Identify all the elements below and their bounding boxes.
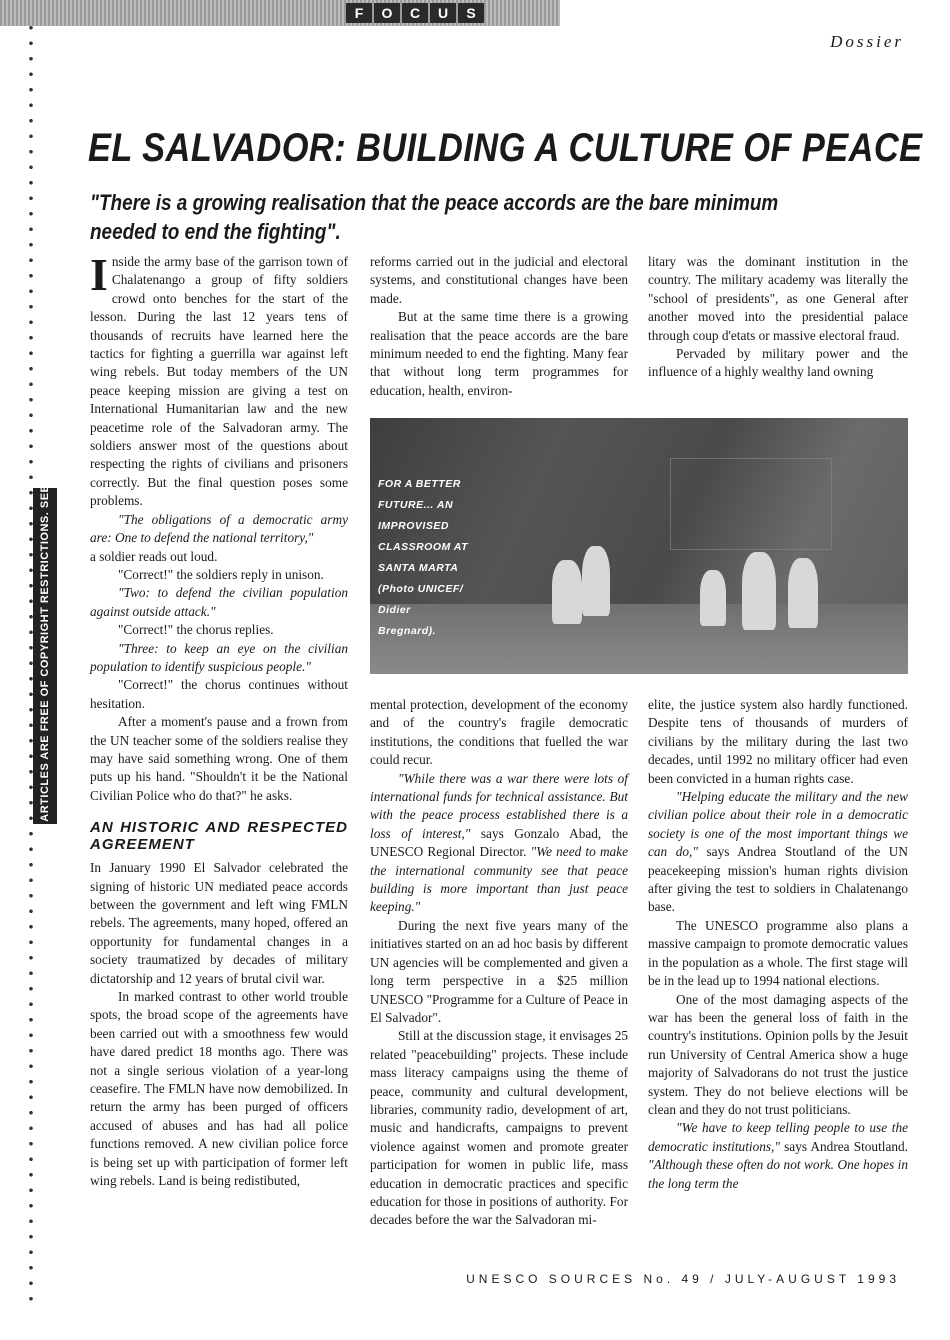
classroom-photo [370, 418, 908, 674]
child-figure [552, 560, 582, 624]
paragraph: elite, the justice system also hardly functioned. Despite tens of thousands of murders of civilians by the military during the last two decades, until 1992 no military officer had even been convicted in a human rights case. [648, 697, 908, 786]
chalkboard [670, 458, 832, 550]
section-label [346, 3, 484, 23]
quote: "Although these often do not work. One hopes in the long term the [648, 1157, 908, 1191]
paragraph: litary was the dominant institution in the country. The military academy was literally the "school of presidents", as one General after another moved into the presidential palace through coup d'etats or massive electoral fraud. [648, 254, 908, 343]
section-letter: F [346, 3, 372, 23]
quote: "Helping educate the military and the new civilian police about their role in a democratic society is one of the most important things we can do," [648, 789, 908, 860]
paragraph: "Correct!" the soldiers reply in unison. [118, 566, 324, 582]
header-bar [0, 0, 560, 26]
attribution: says Andrea Stoutland of the UN peacekeeping mission's human rights division after giving the test to soldiers in Chalatenango base. [648, 844, 909, 915]
paragraph: The UNESCO programme also plans a massive campaign to promote democratic values in the population as a whole. The first stage will be in the lead up to 1994 national elections. [648, 917, 908, 989]
paragraph: mental protection, development of the economy and of the country's fragile democratic institutions, the conditions that fuelled the war could recur. [370, 697, 628, 768]
drop-cap: I [90, 249, 108, 300]
paragraph: After a moment's pause and a frown from the UN teacher some of the soldiers realise they may have said something wrong. One of them puts up his hand. "Shouldn't it be the National Civilian Police who do that?" he asks. [90, 714, 348, 803]
paragraph: In January 1990 El Salvador celebrated the signing of historic UN mediated peace accords between the government and left wing FMLN rebels. The agreements, many hoped, offered an opportunity for fundamental changes in a society traumatized by decades of military dictatorship and 12 years of brutal civil war. [90, 860, 348, 986]
paragraph: reforms carried out in the judicial and electoral systems, and constitutional changes have been made. [370, 254, 628, 306]
column-3-top [648, 253, 908, 382]
article-title: EL SALVADOR: BUILDING A CULTURE OF PEACE [88, 126, 923, 170]
photo-caption: FOR A BETTER FUTURE... AN IMPROVISED CLASSROOM AT SANTA MARTA (Photo UNICEF/ Didier Bregnard). [378, 478, 468, 637]
paragraph: nside the army base of the garrison town of Chalatenango a group of fifty soldiers crowd onto benches for the start of the lesson. During the last 12 years tens of thousands of recruits have learned here the tactics for fighting a guerrilla war against left wing rebels. But today members of the UN peace keeping mission are giving a test on International Humanitarian law and the new peacetime role of the Salvadoran army. The soldiers answer most of the questions about respecting the rights of civilians and prisoners correctly. But the final question poses some problems. [90, 254, 348, 509]
quote: "While there was a war there were lots of international funds for technical assistance. But with the peace process established there is a loss of interest," [370, 770, 628, 841]
column-1 [90, 249, 348, 1191]
paragraph: Pervaded by military power and the influence of a highly wealthy land owning [648, 346, 908, 380]
paragraph: One of the most damaging aspects of the war has been the general loss of faith in the country's institutions. Opinion polls by the Jesuit run University of Central America show a huge majority of Salvadorans do not trust the justice system. They do not believe elections will be clean and they do not trust politicians. [648, 991, 908, 1117]
page-footer: UNESCO SOURCES No. 49 / JULY-AUGUST 1993 [466, 1272, 900, 1286]
paragraph: In marked contrast to other world trouble spots, the broad scope of the agreements have been carried out with a smoothness few would have dared predict 18 months ago. There was not a single serious violation of a year-long ceasefire. The FMLN have now demobilized. In return the army has been purged of officers accused of abuses and has had all police functions removed. A new civilian police force is being set up with participation of former left wing rebels. Land is being redistibuted, [90, 989, 348, 1189]
paragraph: But at the same time there is a growing realisation that the peace accords are the bare minimum needed to end the fighting. Many fear that without long term programmes for education, health, environ- [370, 309, 628, 398]
section-letter: O [374, 3, 400, 23]
paragraph: a soldier reads out loud. [90, 548, 218, 564]
child-figure [582, 546, 610, 616]
attribution: says Andrea Stoutland. [784, 1138, 908, 1154]
attribution: says Gonzalo Abad, the UNESCO Regional Director. [370, 825, 628, 860]
paragraph: Still at the discussion stage, it envisages 25 related "peacebuilding" projects. These include mass literacy campaigns using the theme of peace, community and cultural development, libraries, community radio, development of art, music and handicrafts, campaigns to prevent violence against women and promote greater participation for women in public life, mass education in democratic practices and specific education for those in positions of authority. For decades before the war the Salvadoran mi- [370, 1028, 628, 1228]
child-figure [742, 552, 776, 630]
section-heading: AN HISTORIC AND RESPECTED AGREEMENT [90, 819, 348, 854]
article-subtitle: "There is a growing realisation that the peace accords are the bare minimum needed to end the fighting". [90, 190, 779, 244]
copyright-notice: ALL ARTICLES ARE FREE OF COPYRIGHT RESTRICTIONS. SEE P.3 [39, 464, 51, 848]
child-figure [700, 570, 726, 626]
paragraph: "The obligations of a democratic army are: One to defend the national territory," [90, 511, 348, 546]
column-3-bottom [648, 696, 908, 1193]
child-figure [788, 558, 818, 628]
section-letter: U [430, 3, 456, 23]
section-letter: S [458, 3, 484, 23]
category-label: Dossier [830, 32, 904, 51]
paragraph: "Correct!" the chorus replies. [118, 622, 274, 638]
column-2-top [370, 253, 628, 400]
copyright-sidebar [33, 464, 57, 848]
quote: "We have to keep telling people to use the democratic institutions," [648, 1120, 908, 1154]
quote: "We need to make the international community see that peace building is more important than just peace keeping." [370, 844, 629, 915]
section-letter: C [402, 3, 428, 23]
column-2-bottom [370, 696, 628, 1230]
paragraph: "Two: to defend the civilian population against outside attack." [90, 585, 348, 619]
paragraph: "Three: to keep an eye on the civilian population to identify suspicious people." [90, 640, 348, 674]
paragraph: During the next five years many of the initiatives started on an ad hoc basis by different UN agencies will be complemented and given a long term perspective in a $25 million UNESCO "Programme for a Culture of Peace in El Salvador". [370, 917, 628, 1025]
paragraph: "Correct!" the chorus continues without hesitation. [90, 677, 348, 711]
